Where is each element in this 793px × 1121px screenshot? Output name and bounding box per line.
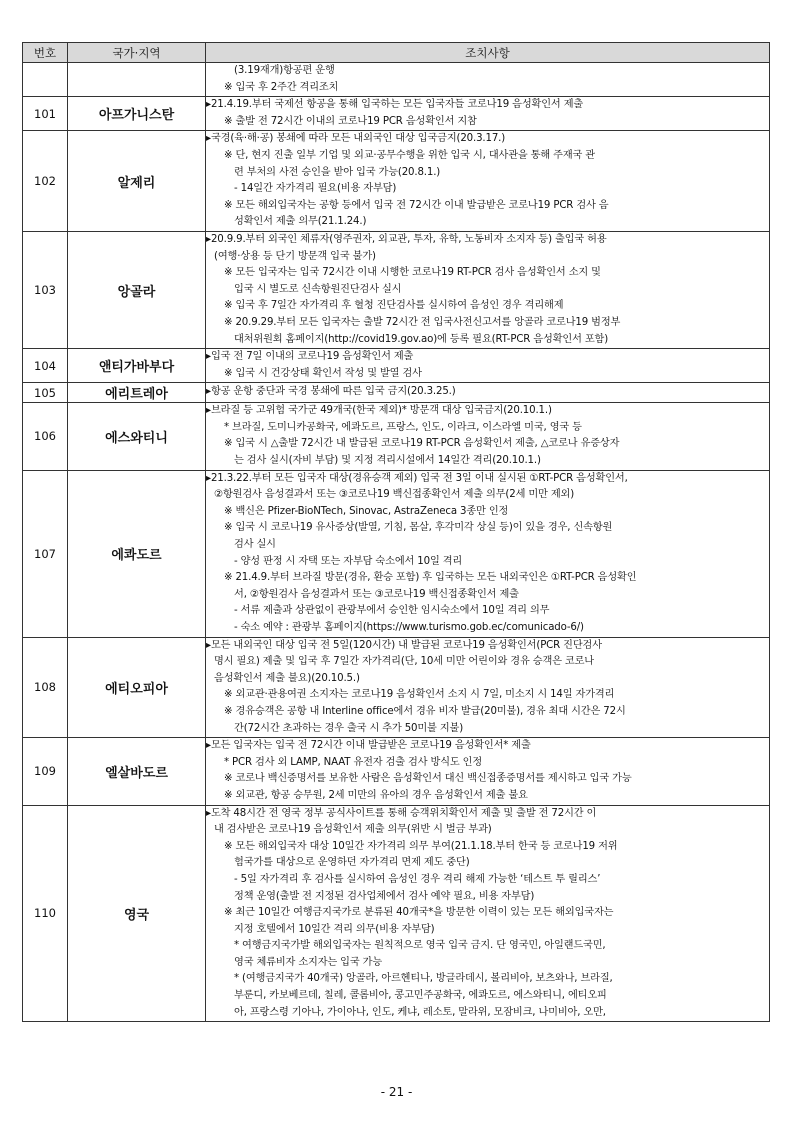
table-row [23,637,770,738]
row-number: 107 [23,470,68,637]
measure-line: ※ 모든 해외입국자 대상 10일간 자가격리 의무 부여(21.1.18.부터 한국 등 코로나19 저위 [224,840,618,852]
measure-line: ※ 최근 10일간 여행금지국가로 분류된 40개국*을 방문한 이력이 있는 모든 해외입국자는 [224,907,614,919]
measure-line: ※ 입국 후 7일간 자가격리 후 혈청 진단검사를 실시하여 음성인 경우 격리해제 [224,300,564,312]
country-name: 에스와티니 [68,403,206,470]
measure-line: ※ 입국 시 코로나19 유사증상(발열, 기침, 몸살, 후각미각 상실 등)이 있을 경우, 신속항원 [224,522,613,534]
measure-line: ▸21.3.22.부터 모든 입국자 대상(경유승객 제외) 입국 전 3일 이내 실시된 ①RT-PCR 음성확인서, [206,472,628,484]
measure-line: 내 검사받은 코로나19 음성확인서 제출 의무(위반 시 벌금 부과) [214,824,492,836]
page-number: - 21 - [380,1085,413,1099]
measure-line: 검사 실시 [234,539,276,551]
row-number: 109 [23,738,68,805]
country-name: 에콰도르 [68,470,206,637]
measure-line: ※ 입국 시 건강상태 확인서 작성 및 발열 검사 [224,367,422,379]
country-name: 알제리 [68,131,206,232]
measure-line: 명시 필요) 제출 및 입국 후 7일간 자가격리(단, 10세 미만 어린이와 경유 승객은 코로나 [214,656,594,668]
measures-cell [206,738,770,805]
country-name: 앙골라 [68,231,206,348]
measure-line: ※ 20.9.29.부터 모든 입국자는 출발 72시간 전 입국사전신고서를 앙골라 코로나19 범정부 [224,316,621,328]
measure-line: ▸20.9.9.부터 외국인 체류자(영주권자, 외교관, 투자, 유학, 노동비자 소지자 등) 출입국 허용 [206,233,607,245]
measure-line: ▸브라질 등 고위험 국가군 49개국(한국 제외)* 방문객 대상 입국금지(20.10.1.) [206,405,552,417]
country-name: 에리트레아 [68,383,206,403]
measure-line: - 숙소 예약 : 관광부 홈페이지(https://www.turismo.gob.ec/comunicado-6/) [234,622,584,633]
header-measures: 조치사항 [206,43,770,63]
measure-line: 아, 프랑스령 기아나, 가이아나, 인도, 케냐, 레소토, 말라위, 모잠비크, 나미비아, 오만, [234,1006,606,1018]
row-number: 102 [23,131,68,232]
measure-line: 정책 운영(출발 전 지정된 검사업체에서 검사 예약 필요, 비용 자부담) [234,890,535,902]
measure-line: * (여행금지국가 40개국) 앙골라, 아르헨티나, 방글라데시, 볼리비아, 보츠와나, 브라질, [234,973,613,985]
country-name: 영국 [68,805,206,1022]
measure-line: ※ 입국 시 △출발 72시간 내 발급된 코로나19 RT-PCR 음성확인서 제출, △코로나 유증상자 [224,438,620,450]
measures-cell [206,349,770,383]
measure-line: ▸도착 48시간 전 영국 정부 공식사이트를 통해 승객위치확인서 제출 및 출발 전 72시간 이 [206,807,597,819]
measure-line: ※ 입국 후 2주간 격리조치 [224,81,339,93]
country-name: 엘살바도르 [68,738,206,805]
measure-line: 련 부처의 사전 승인을 받아 입국 가능(20.8.1.) [234,166,441,178]
table-row [23,97,770,131]
measure-line: - 5일 자가격리 후 검사를 실시하여 음성인 경우 격리 해제 가능한 ‘테스트 투 릴리스’ [234,873,601,885]
table-row [23,403,770,470]
measure-line: 입국 시 별도로 신속항원진단검사 실시 [234,283,402,295]
country-name: 에티오피아 [68,637,206,738]
country-name: 앤티가바부다 [68,349,206,383]
table-row [23,231,770,348]
measure-line: * 여행금지국가발 해외입국자는 원칙적으로 영국 입국 금지. 단 영국민, 아일랜드국민, [234,940,606,952]
row-number: 108 [23,637,68,738]
measure-line: - 서류 제출과 상관없이 관광부에서 승인한 임시숙소에서 10일 격리 의무 [234,605,550,617]
measure-line: (여행·상용 등 단기 방문객 입국 불가) [214,250,376,262]
measures-cell [206,383,770,403]
row-number [23,63,68,97]
country-name [68,63,206,97]
table-row [23,349,770,383]
measures-cell [206,403,770,470]
measure-line: 음성확인서 제출 불요)(20.10.5.) [214,672,360,684]
measure-line: 는 검사 실시(자비 부담) 및 지정 격리시설에서 14일간 격리(20.10.1.) [234,455,541,467]
measure-line: * 브라질, 도미니카공화국, 에콰도르, 프랑스, 인도, 이라크, 이스라엘 미국, 영국 등 [224,421,582,433]
measure-line: 부룬디, 카보베르데, 칠레, 콜롬비아, 콩고민주공화국, 에콰도르, 에스와티니, 에티오피 [234,990,607,1002]
measure-line: ※ 코로나 백신증명서를 보유한 사람은 음성확인서 대신 백신접종증명서를 제시하고 입국 가능 [224,773,632,785]
measure-line: 지정 호텔에서 10일간 격리 의무(비용 자부담) [234,923,435,935]
measure-line: ▸입국 전 7일 이내의 코로나19 음성확인서 제출 [206,351,414,363]
measure-line: ▸항공 운항 중단과 국경 봉쇄에 따른 입국 금지(20.3.25.) [206,386,456,398]
header-country: 국가·지역 [68,43,206,63]
measure-line: 대처위원회 홈페이지(http://covid19.gov.ao)에 등록 필요(RT-PCR 음성확인서 포함) [234,333,609,345]
measure-line: (3.19재개)항공편 운행 [234,65,335,76]
table-row [23,470,770,637]
measures-table [22,42,770,1022]
row-number: 105 [23,383,68,403]
measure-line: ※ 출발 전 72시간 이내의 코로나19 PCR 음성확인서 지참 [224,115,477,127]
table-row [23,738,770,805]
table-row [23,805,770,1022]
measure-line: 험국가를 대상으로 운영하던 자가격리 면제 제도 중단) [234,857,470,869]
measure-line: 영국 체류비자 소지자는 입국 가능 [234,956,383,968]
table-row [23,383,770,403]
measure-line: - 14일간 자가격리 필요(비용 자부담) [234,183,397,195]
table-header-row [23,43,770,63]
measures-cell [206,231,770,348]
measure-line: ②항원검사 음성결과서 또는 ③코로나19 백신접종확인서 제출 의무(2세 미만 제외) [214,489,575,501]
table-row [23,63,770,97]
measure-line: ※ 외교관·관용여권 소지자는 코로나19 음성확인서 소지 시 7일, 미소지 시 14일 자가격리 [224,689,615,701]
measures-cell [206,63,770,97]
measure-line: ▸21.4.19.부터 국제선 항공을 통해 입국하는 모든 입국자들 코로나19 음성확인서 제출 [206,99,584,111]
row-number: 103 [23,231,68,348]
measures-cell [206,97,770,131]
measure-line: 간(72시간 초과하는 경우 출국 시 추가 50미불 지불) [234,722,464,734]
measure-line: ※ 백신은 Pfizer-BioNTech, Sinovac, AstraZeneca 3종만 인정 [224,505,509,517]
measure-line: - 양성 판정 시 자택 또는 자부담 숙소에서 10일 격리 [234,555,463,567]
measures-cell [206,131,770,232]
row-number: 110 [23,805,68,1022]
measure-line: 성확인서 제출 의무(21.1.24.) [234,216,367,228]
table-row [23,131,770,232]
measure-line: * PCR 검사 외 LAMP, NAAT 유전자 검출 검사 방식도 인정 [224,756,483,768]
measure-line: ※ 모든 해외입국자는 공항 등에서 입국 전 72시간 이내 발급받은 코로나19 PCR 검사 음 [224,199,609,211]
measure-line: ※ 외교관, 항공 승무원, 2세 미만의 유아의 경우 음성확인서 제출 불요 [224,789,528,801]
measure-line: ▸모든 입국자는 입국 전 72시간 이내 발급받은 코로나19 음성확인서* 제출 [206,740,531,752]
header-num: 번호 [23,43,68,63]
country-name: 아프가니스탄 [68,97,206,131]
measure-line: 서, ②항원검사 음성결과서 또는 ③코로나19 백신접종확인서 제출 [234,588,519,600]
measure-line: ※ 21.4.9.부터 브라질 방문(경유, 환승 포함) 후 입국하는 모든 내외국인은 ①RT-PCR 음성확인 [224,572,637,584]
measures-cell [206,805,770,1022]
row-number: 104 [23,349,68,383]
measure-line: ▸국경(육·해·공) 봉쇄에 따라 모든 내외국인 대상 입국금지(20.3.17.) [206,133,506,145]
measures-cell [206,470,770,637]
row-number: 101 [23,97,68,131]
measure-line: ▸모든 내외국인 대상 입국 전 5일(120시간) 내 발급된 코로나19 음성확인서(PCR 진단검사 [206,639,602,651]
measures-cell [206,637,770,738]
row-number: 106 [23,403,68,470]
measure-line: ※ 경유승객은 공항 내 Interline office에서 경유 비자 발급(20미불), 경유 최대 시간은 72시 [224,705,626,717]
measure-line: ※ 단, 현지 진출 일부 기업 및 외교·공무수행을 위한 입국 시, 대사관을 통해 주재국 관 [224,149,596,161]
measure-line: ※ 모든 입국자는 입국 72시간 이내 시행한 코로나19 RT-PCR 검사 음성확인서 소지 및 [224,267,601,279]
